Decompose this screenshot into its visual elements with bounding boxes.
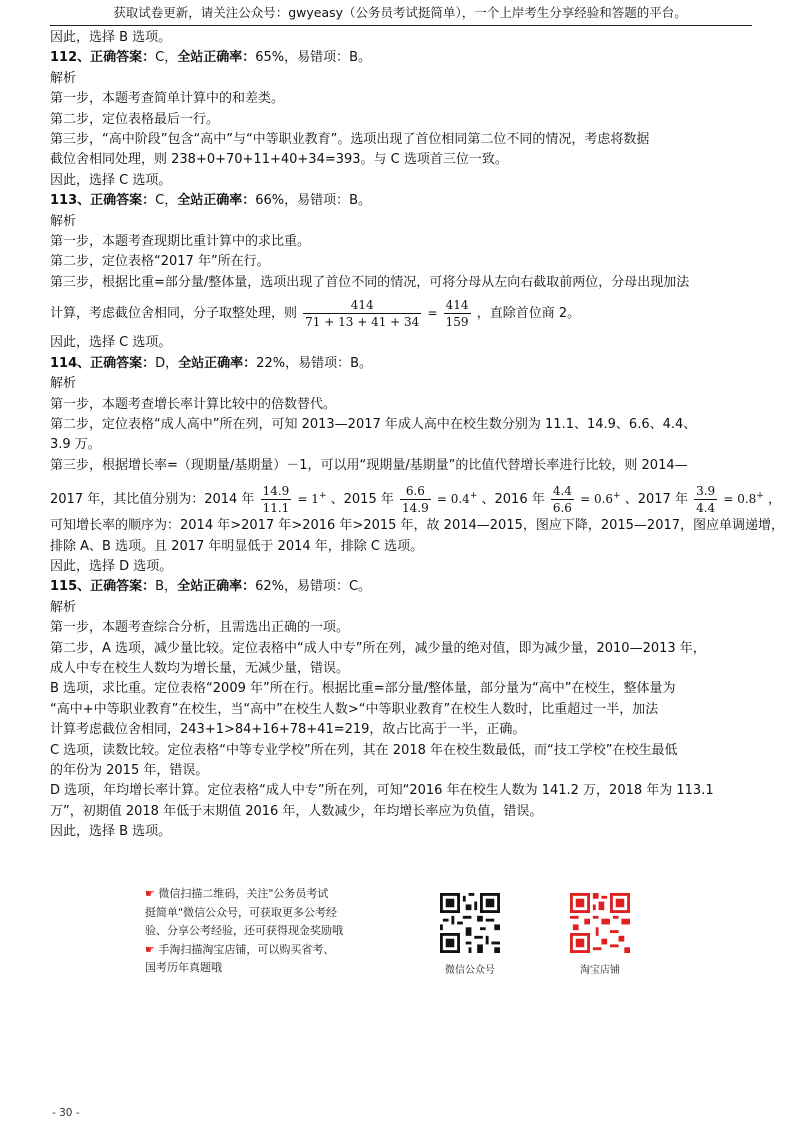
- answer-content: [50, 28, 785, 843]
- section-q114: [50, 333, 752, 476]
- q113-f1-denominator: 71 + 13 + 41 + 34: [305, 315, 420, 330]
- text-line: 解析: [50, 599, 77, 615]
- answer-bold: 115、正确答案：: [50, 579, 156, 595]
- text-line: B 选项，求比重。定位表格“2009 年”所在行。根据比重=部分量/整体量，部分量为“高中”在校生，整体量为: [50, 681, 676, 697]
- q113-fraction-2: [444, 297, 471, 330]
- promo-p4: 手淘扫描淘宝店铺，可以购买省考、: [158, 942, 335, 956]
- text-line: 第二步，定位表格“成人高中”所在列，可知 2013—2017 年成人高中在校生数分别为 11.1、14.9、6.6、4.4、: [50, 416, 697, 432]
- q113-calc-post: ，直除首位商 2。: [476, 306, 581, 322]
- q114-r2: = 0.4: [436, 492, 470, 507]
- q114-f4-numerator: 3.9: [696, 484, 716, 499]
- promo-p1: 微信扫描二维码，关注"公务员考试: [158, 887, 329, 900]
- text-line: D 选项，年均增长率计算。定位表格“成人中专”所在列，可知“2016 年在校生人数为 141.2 万，2018 年为 113.1: [50, 783, 714, 799]
- page-header: 获取试卷更新，请关注公众号：gwyeasy（公务员考试挺简单），一个上岸考生分享经验和答题的平台。: [113, 5, 687, 20]
- q113-f2-denominator: 159: [445, 315, 469, 330]
- text-line: “高中+中等职业教育”在校生，当“高中”在校生人数>“中等职业教育”在校生人数时，比重超过一半，加法: [50, 701, 659, 717]
- answer-bold: 114、正确答案：: [50, 355, 156, 371]
- q114-f3-numerator: 4.4: [552, 484, 572, 499]
- text-line: 第一步，本题考查现期比重计算中的求比重。: [50, 234, 311, 250]
- promo-line-3: 验、分享公考经验，还可获得现金奖励哦: [145, 924, 343, 937]
- answer-plain: C，: [155, 50, 178, 66]
- text-line: 因此，选择 C 选项。: [50, 172, 172, 188]
- q113-calculation: [50, 293, 752, 333]
- answer-bold2: 全站正确率：: [178, 355, 257, 371]
- q114-sep-2016: 、2016 年: [481, 492, 545, 508]
- text-line: 排除 A、B 选项。且 2017 年明显低于 2014 年，排除 C 选项。: [50, 538, 424, 554]
- text-line: 解析: [50, 70, 77, 86]
- text-line: 第一步，本题考查简单计算中的和差类。: [50, 91, 285, 107]
- answer-line: [50, 191, 752, 211]
- text-line: 因此，选择 C 选项。: [50, 335, 172, 351]
- q113-f2-numerator: 414: [445, 298, 469, 313]
- q114-calc-pre: 2017 年，其比值分别为：2014 年: [50, 492, 255, 508]
- q114-s2: +: [469, 491, 478, 502]
- text-line: C 选项，读数比较。定位表格“中等专业学校”所在列，其在 2018 年在校生数最低，而“技工学校”在校生最低: [50, 742, 678, 758]
- promo-line-5: 国考历年真题哦: [145, 961, 222, 974]
- text-line: 第一步，本题考查增长率计算比较中的倍数替代。: [50, 396, 337, 412]
- text-line: 第三步，根据增长率=（现期量/基期量）－1，可以用“现期量/基期量”的比值代替增长率进行比较，则 2014—: [50, 457, 688, 473]
- q113-fraction-1: [303, 297, 421, 330]
- q114-fraction-2016: [551, 483, 574, 516]
- section-q112-q113: [50, 28, 752, 293]
- answer-plain2: 62%，易错项：C。: [255, 579, 372, 595]
- q114-result-2014: [297, 492, 326, 506]
- wechat-qr-label: 微信公众号: [445, 965, 495, 976]
- q114-sep-2015: 、2015 年: [330, 492, 394, 508]
- answer-bold2: 全站正确率：: [177, 50, 256, 66]
- q114-r1: = 1: [297, 492, 319, 507]
- answer-plain: C，: [155, 193, 178, 209]
- q114-f2-denominator: 14.9: [402, 501, 429, 516]
- q113-f1-numerator: 414: [350, 298, 374, 313]
- promo-line-1: [145, 885, 430, 904]
- q114-calculation: [50, 476, 781, 516]
- q114-result-2016: [580, 492, 621, 506]
- page-number: - 30 -: [52, 1107, 80, 1119]
- text-line: 第二步，定位表格“2017 年”所在行。: [50, 254, 270, 270]
- text-line: 因此，选择 B 选项。: [50, 824, 172, 840]
- text-line: 的年份为 2015 年，错误。: [50, 763, 209, 778]
- text-line: 3.9 万。: [50, 437, 101, 453]
- answer-plain2: 22%，易错项：B。: [256, 355, 372, 371]
- q114-fraction-2015: [400, 483, 431, 516]
- answer-line: [50, 48, 752, 68]
- text-line: 解析: [50, 376, 77, 392]
- promo-line-4: [145, 941, 430, 960]
- text-line: 截位舍相同处理，则 238+0+70+11+40+34=393。与 C 选项首三位一致。: [50, 152, 508, 168]
- q114-s4: +: [756, 491, 764, 502]
- text-line: 因此，选择 D 选项。: [50, 558, 173, 574]
- q114-fraction-2017: [694, 483, 717, 516]
- text-line: 解析: [50, 213, 77, 229]
- answer-line: [50, 577, 752, 597]
- q114-fraction-2014: [261, 483, 292, 516]
- answer-bold: 112、正确答案：: [50, 50, 156, 66]
- q114-s3: +: [613, 491, 621, 502]
- taobao-qr-code-icon: [570, 893, 630, 953]
- q114-sep-2017: 、2017 年: [624, 492, 688, 508]
- section-q114-q115: [50, 516, 785, 843]
- promo-line-2: 挺简单"微信公众号，可获取更多公考经: [145, 905, 338, 919]
- q113-equals: =: [427, 306, 438, 321]
- q114-f1-numerator: 14.9: [262, 484, 290, 499]
- answer-bold2: 全站正确率：: [177, 579, 256, 595]
- promo-banner: [145, 885, 655, 980]
- text-line: 第二步，定位表格最后一行。: [50, 111, 220, 127]
- answer-plain: B，: [155, 579, 178, 595]
- taobao-qr-label: 淘宝店铺: [580, 965, 620, 976]
- q114-f4-denominator: 4.4: [696, 501, 716, 516]
- text-line: 第二步，A 选项，减少量比较。定位表格中“成人中专”所在列，减少量的绝对值，即为减少量，2010—2013 年，: [50, 640, 706, 656]
- answer-plain2: 66%，易错项：B。: [255, 193, 372, 209]
- answer-line: [50, 354, 752, 374]
- header-divider: [50, 25, 752, 26]
- q114-s1: +: [318, 491, 327, 502]
- hand-pointer-icon: ☛: [145, 942, 155, 956]
- q114-r4: = 0.8: [723, 492, 757, 507]
- q114-f2-numerator: 6.6: [405, 484, 425, 499]
- text-line: 万”，初期值 2018 年低于末期值 2016 年，人数减少，年均增长率应为负值，错误。: [50, 803, 543, 819]
- q114-calc-end: ，: [767, 492, 781, 508]
- text-line: 第三步，“高中阶段”包含“高中”与“中等职业教育”。选项出现了首位相同第二位不同的情况，考虑将数据: [50, 132, 650, 148]
- hand-pointer-icon: ☛: [145, 887, 155, 900]
- answer-bold2: 全站正确率：: [177, 193, 256, 209]
- wechat-qr-code-icon: [440, 893, 500, 953]
- q113-calc-pre: 计算，考虑截位舍相同，分子取整处理，则: [50, 306, 298, 322]
- text-line: 可知增长率的顺序为：2014 年>2017 年>2016 年>2015 年，故 2014—2015，图应下降，2015—2017，图应单调递增，: [50, 518, 785, 534]
- text-line: 计算考虑截位舍相同，243+1>84+16+78+41=219，故占比高于一半，正确。: [50, 722, 526, 738]
- q114-r3: = 0.6: [580, 492, 614, 507]
- q114-f3-denominator: 6.6: [552, 501, 572, 516]
- q114-f1-denominator: 11.1: [262, 501, 290, 516]
- answer-plain2: 65%，易错项：B。: [255, 50, 372, 66]
- answer-bold: 113、正确答案：: [50, 193, 156, 209]
- answer-plain: D，: [155, 355, 179, 371]
- text-line: 第三步，根据比重=部分量/整体量，选项出现了首位不同的情况，可将分母从左向右截取前两位，分母出现加法: [50, 274, 690, 290]
- text-line: 因此，选择 B 选项。: [50, 30, 172, 45]
- text-line: 成人中专在校生人数均为增长量，无减少量，错误。: [50, 660, 350, 676]
- q114-result-2015: [437, 492, 478, 506]
- q114-result-2017: [723, 492, 764, 506]
- promo-text: [145, 885, 430, 978]
- text-line: 第一步，本题考查综合分析，且需选出正确的一项。: [50, 620, 350, 636]
